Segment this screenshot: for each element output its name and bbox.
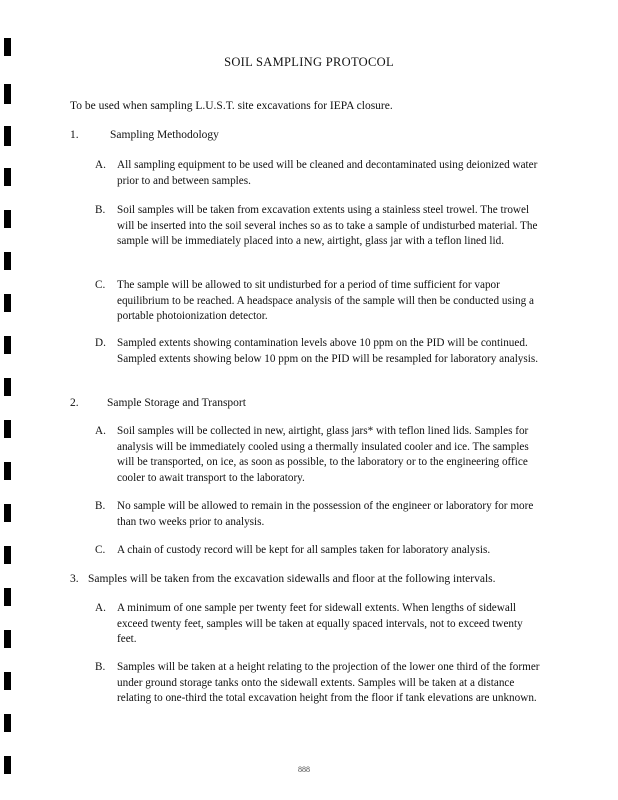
section-number: 2. <box>70 397 79 409</box>
item-text: All sampling equipment to be used will be cleaned and decontaminated using deionized water prior to and between samples. <box>117 159 538 187</box>
page-footer-mark: 888 <box>298 765 310 774</box>
binder-mark <box>4 294 11 312</box>
binder-mark <box>4 38 11 56</box>
item-letter: B. <box>95 204 106 216</box>
binder-mark <box>4 210 11 228</box>
binder-mark <box>4 462 11 480</box>
item-text: Sampled extents showing contamination levels above 10 ppm on the PID will be continued. Sampled extents showing below 10 ppm on the PID will be resampled for laboratory analysis. <box>117 337 539 365</box>
binder-mark <box>4 672 11 690</box>
binder-mark <box>4 630 11 648</box>
binder-mark <box>4 84 11 104</box>
list-item <box>95 543 545 559</box>
item-text: Samples will be taken at a height relating to the projection of the lower one third of the former under ground storage tanks onto the sidewall extents. Samples will be taken at a distance relating to one-third the total excavation height from the floor if tank elevations are unknown. <box>117 661 540 704</box>
item-text: A minimum of one sample per twenty feet for sidewall extents. When lengths of sidewall exceed twenty feet, samples will be taken at equally spaced intervals, not to exceed twenty feet. <box>117 602 523 645</box>
binder-mark <box>4 168 11 186</box>
item-letter: C. <box>95 279 106 291</box>
item-text: Soil samples will be taken from excavation extents using a stainless steel trowel. The trowel will be inserted into the soil several inches so as to take a sample of undisturbed material. The sample will be immediately placed into a new, airtight, glass jar with a teflon lined lid. <box>117 204 538 247</box>
list-item <box>95 336 545 367</box>
section-number: 3. <box>70 573 79 585</box>
intro-text: To be used when sampling L.U.S.T. site excavations for IEPA closure. <box>70 100 393 112</box>
binder-mark <box>4 504 11 522</box>
section-number: 1. <box>70 129 79 141</box>
section-heading: Samples will be taken from the excavation sidewalls and floor at the following intervals. <box>88 573 496 585</box>
item-letter: A. <box>95 159 106 171</box>
binder-mark <box>4 546 11 564</box>
item-text: Soil samples will be collected in new, airtight, glass jars* with teflon lined lids. Samples for analysis will be immediately cooled using a thermally insulated cooler and ice. The samples will be transported, on ice, as soon as possible, to the laboratory or to the engineering office cooler to await transport to the laboratory. <box>117 425 529 484</box>
list-item <box>95 499 545 530</box>
binder-mark <box>4 756 11 774</box>
item-text: No sample will be allowed to remain in the possession of the engineer or laboratory for more than two weeks prior to analysis. <box>117 500 534 528</box>
page-title: SOIL SAMPLING PROTOCOL <box>224 55 394 69</box>
item-letter: A. <box>95 425 106 437</box>
list-item <box>95 158 545 189</box>
binder-mark <box>4 336 11 354</box>
item-letter: C. <box>95 544 106 556</box>
section-heading: Sample Storage and Transport <box>107 397 246 409</box>
section-heading: Sampling Methodology <box>110 129 219 141</box>
item-text: A chain of custody record will be kept for all samples taken for laboratory analysis. <box>117 544 491 556</box>
binder-mark <box>4 126 11 146</box>
item-letter: A. <box>95 602 106 614</box>
list-item <box>95 203 545 250</box>
binder-mark <box>4 714 11 732</box>
list-item <box>95 424 545 486</box>
list-item <box>95 278 545 325</box>
binder-mark <box>4 252 11 270</box>
item-letter: B. <box>95 661 106 673</box>
item-letter: B. <box>95 500 106 512</box>
list-item <box>95 660 545 707</box>
item-text: The sample will be allowed to sit undisturbed for a period of time sufficient for vapor equilibrium to be reached. A headspace analysis of the sample will then be conducted using a portable photoionization detector. <box>117 279 534 322</box>
binder-mark <box>4 588 11 606</box>
binder-mark <box>4 420 11 438</box>
binder-mark <box>4 378 11 396</box>
item-letter: D. <box>95 337 106 349</box>
list-item <box>95 601 545 648</box>
